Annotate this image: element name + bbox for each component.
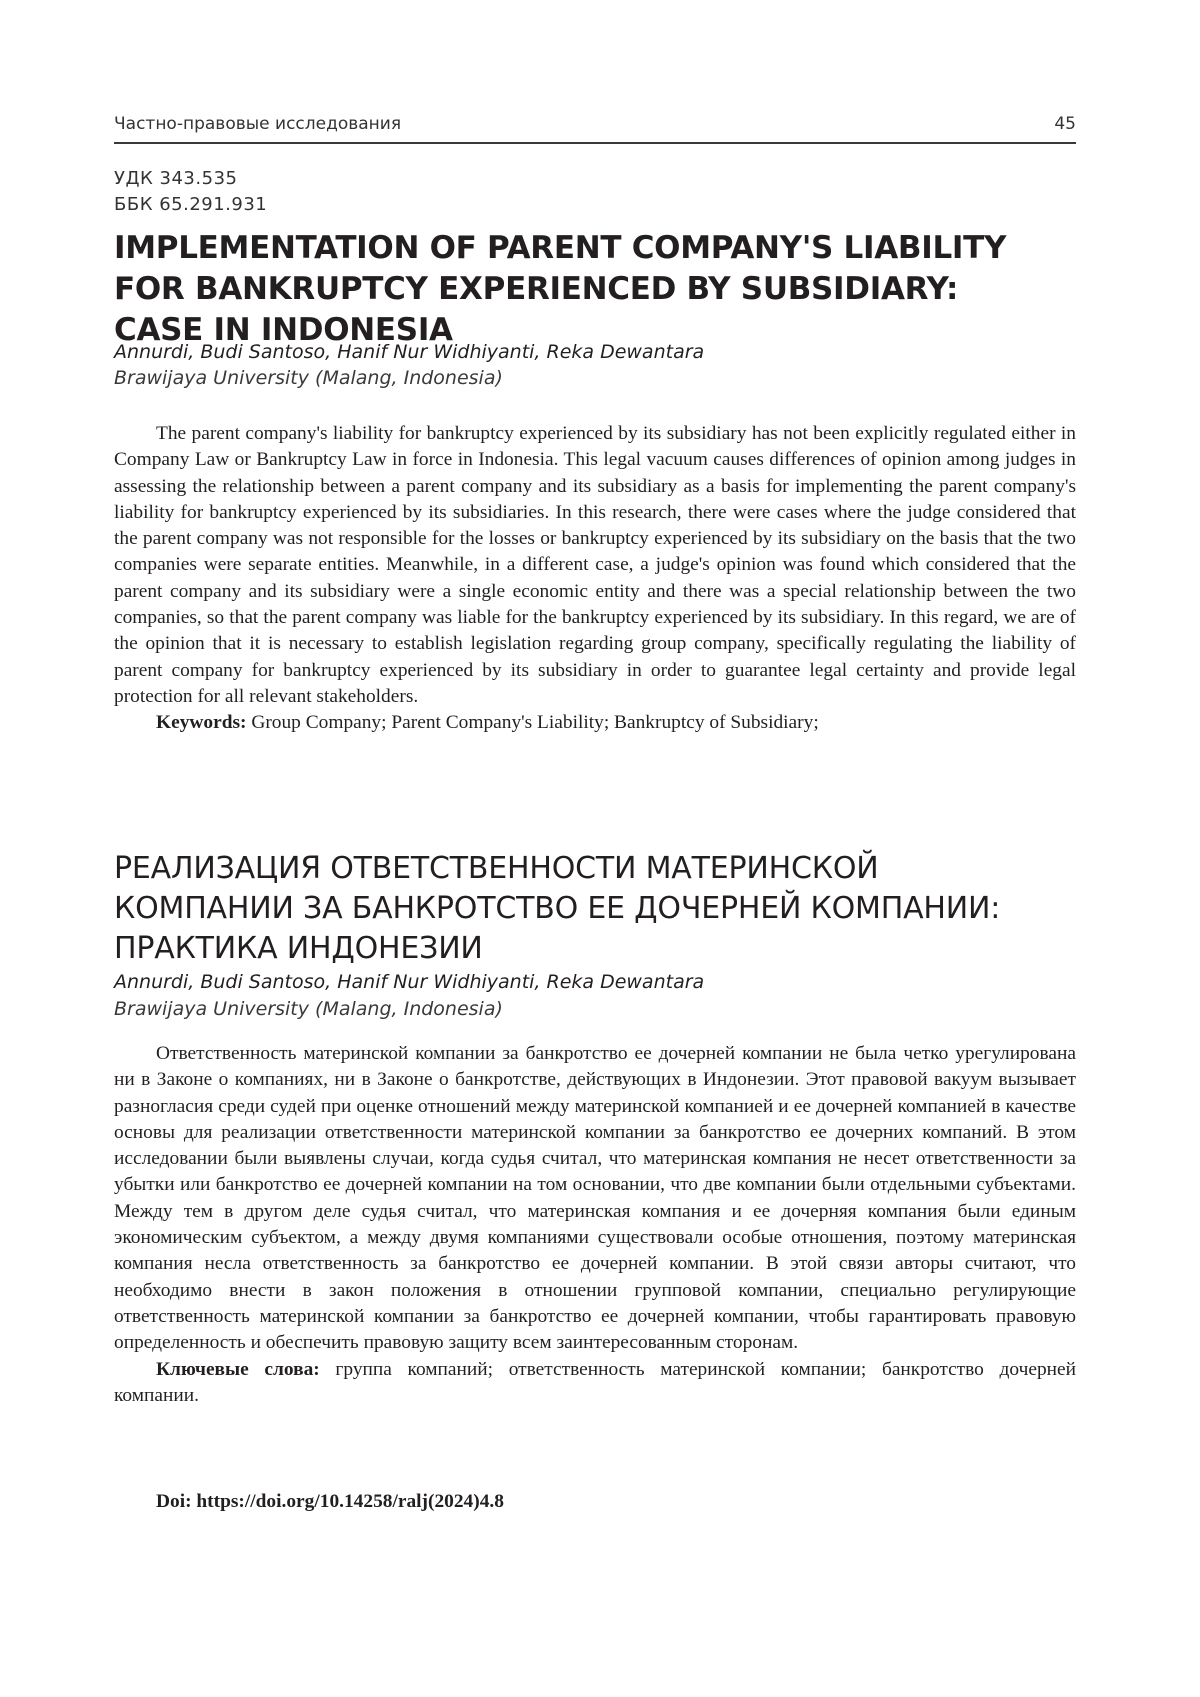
title-russian-line: ПРАКТИКА ИНДОНЕЗИИ xyxy=(114,931,483,966)
keywords-russian-label: Ключевые слова: xyxy=(156,1358,320,1380)
bbk-code: ББК 65.291.931 xyxy=(114,194,268,215)
page-number: 45 xyxy=(1054,114,1076,134)
abstract-russian-text: Ответственность материнской компании за банкротство ее дочерней компании не была четко урегулирована ни в Законе о компаниях, ни в Законе о банкротстве, действующих в Индонезии. Этот правовой вакуум вызывает разногласия среди судей при оценке отношений между материнской компанией и ее дочерней компанией в качестве основы для реализации ответственности материнской компании за банкротство ее дочерних компаний. В этом исследовании были выявлены случаи, когда судья считал, что материнская компания не несет ответственности за убытки или банкротство ее дочерней компании на том основании, что две компании были отдельными субъектами. Между тем в другом деле судья считал, что материнская компания и ее дочерняя компания были единым экономическим субъектом, а между двумя компаниями существовали особые отношения, поэтому материнская компания несла ответственность за банкротство ее дочерней компании. В этой связи авторы считают, что необходимо внести в закон положения в отношении групповой компании, специально регулирующие ответственность материнской компании за банкротство ее дочерней компании, чтобы гарантировать правовую определенность и обеспечить правовую защиту всем заинтересованным сторонам. xyxy=(114,1043,1076,1354)
authors-russian: Annurdi, Budi Santoso, Hanif Nur Widhiyanti, Reka Dewantara xyxy=(114,971,705,993)
title-russian xyxy=(114,849,1076,969)
title-english-line: IMPLEMENTATION OF PARENT COMPANY'S LIABILITY xyxy=(114,230,1007,266)
title-english xyxy=(114,228,1076,351)
title-russian-line: КОМПАНИИ ЗА БАНКРОТСТВО ЕЕ ДОЧЕРНЕЙ КОМПАНИИ: xyxy=(114,891,1001,926)
abstract-english-text: The parent company's liability for bankruptcy experienced by its subsidiary has not been explicitly regulated either in Company Law or Bankruptcy Law in force in Indonesia. This legal vacuum causes differences of opinion among judges in assessing the relationship between a parent company and its subsidiary as a basis for implementing the parent company's liability for bankruptcy experienced by its subsidiaries. In this research, there were cases where the judge considered that the parent company was not responsible for the losses or bankruptcy experienced by its subsidiary on the basis that the two companies were separate entities. Meanwhile, in a different case, a judge's opinion was found which considered that the parent company and its subsidiary were a single economic entity and there was a special relationship between the two companies, so that the parent company was liable for the bankruptcy experienced by its subsidiary. In this regard, we are of the opinion that it is necessary to establish legislation regarding group company, specifically regulating the liability of parent company for bankruptcy experienced by its subsidiary in order to guarantee legal certainty and provide legal protection for all relevant stakeholders. xyxy=(114,423,1076,707)
title-english-line: FOR BANKRUPTCY EXPERIENCED BY SUBSIDIARY: xyxy=(114,271,959,307)
running-header xyxy=(114,112,1076,144)
udk-code: УДК 343.535 xyxy=(114,168,238,189)
abstract-english xyxy=(114,421,1076,737)
abstract-russian xyxy=(114,1041,1076,1409)
keywords-russian-list: группа компаний; ответственность материнской компании; банкротство дочерней компании. xyxy=(114,1358,1076,1406)
journal-section-name: Частно-правовые исследования xyxy=(114,114,402,134)
keywords-russian xyxy=(114,1357,1076,1410)
keywords-english-list: Group Company; Parent Company's Liability; Bankruptcy of Subsidiary; xyxy=(246,712,819,734)
keywords-english-label: Keywords: xyxy=(156,712,247,734)
affiliation-english: Brawijaya University (Malang, Indonesia) xyxy=(114,367,503,389)
classification-codes xyxy=(114,166,267,218)
authors-english: Annurdi, Budi Santoso, Hanif Nur Widhiyanti, Reka Dewantara xyxy=(114,341,705,363)
keywords-english xyxy=(114,710,1076,736)
title-russian-line: РЕАЛИЗАЦИЯ ОТВЕТСТВЕННОСТИ МАТЕРИНСКОЙ xyxy=(114,851,879,886)
affiliation-russian: Brawijaya University (Malang, Indonesia) xyxy=(114,998,503,1020)
doi-link[interactable]: Doi: https://doi.org/10.14258/ralj(2024)4.8 xyxy=(156,1491,504,1512)
title-english-line: CASE IN INDONESIA xyxy=(114,312,453,348)
